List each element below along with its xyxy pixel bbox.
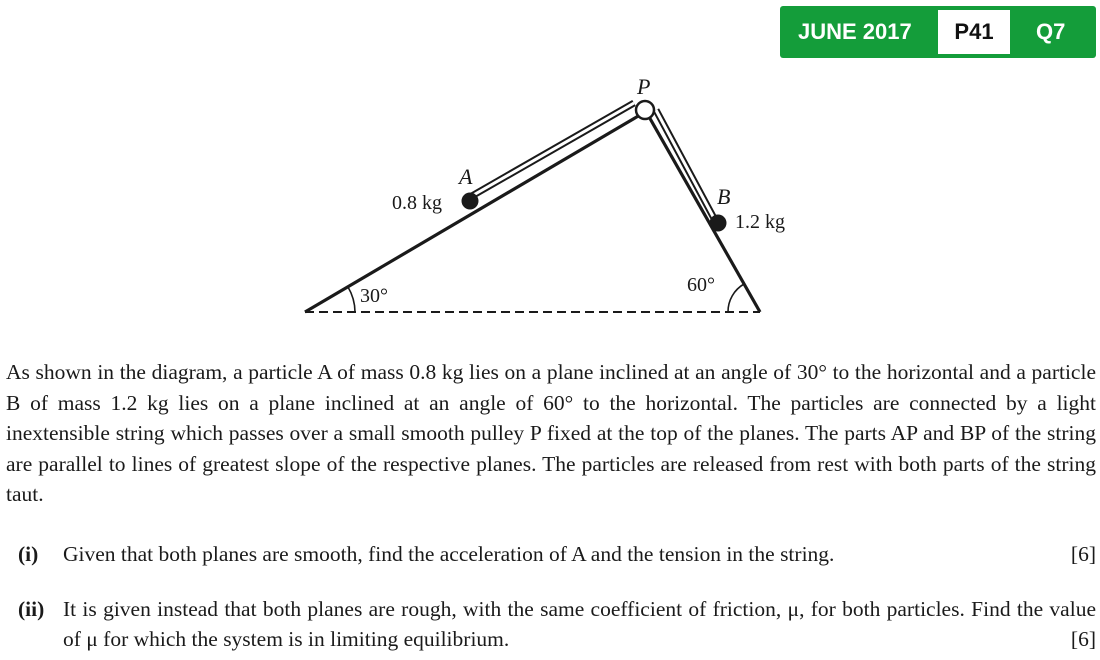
left-angle-label: 30°	[360, 285, 388, 307]
string-bp-inner	[656, 110, 716, 222]
part-number: (ii)	[18, 597, 45, 621]
particle-b-label: B	[717, 184, 731, 209]
particle-a-label: A	[459, 164, 473, 189]
string-ap-inner	[470, 103, 634, 197]
particle-a	[462, 193, 479, 210]
part-marks: [6]	[1070, 542, 1096, 566]
particle-a-mass: 0.8 kg	[392, 192, 442, 214]
left-inclined-plane	[305, 115, 640, 312]
particle-b-mass: 1.2 kg	[735, 211, 785, 233]
inclined-planes-diagram	[0, 60, 1100, 335]
part-text: Given that both planes are smooth, find the acceleration of A and the tension in the string.	[63, 542, 835, 566]
part-text: It is given instead that both planes are rough, with the same coefficient of friction, μ, for both particles. Find the value of μ for which the system is in limiting equilibrium.	[63, 597, 1096, 651]
question-part-i	[18, 539, 1096, 569]
question-stem: As shown in the diagram, a particle A of mass 0.8 kg lies on a plane inclined at an angle of 30° to the horizontal and a particle B of mass 1.2 kg lies on a plane inclined at an angle of 60° to the horizontal. The particles are connected by a light inextensible string which passes over a small smooth pulley P fixed at the top of the planes. The parts AP and BP of the string are parallel to lines of greatest slope of the respective planes. The particles are released from rest with both parts of the string taut.	[6, 360, 1096, 506]
particle-b	[710, 215, 727, 232]
part-marks: [6]	[1070, 627, 1096, 651]
right-angle-label: 60°	[687, 274, 715, 296]
pulley	[636, 101, 654, 119]
exam-reference-badge	[780, 6, 1096, 58]
question-number-label: Q7	[1036, 19, 1066, 44]
part-number: (i)	[18, 542, 39, 566]
right-angle-arc	[728, 284, 744, 312]
exam-date-label: JUNE 2017	[798, 19, 912, 44]
left-angle-arc	[348, 287, 355, 312]
question-part-ii	[18, 594, 1096, 654]
paper-number-label: P41	[938, 10, 1010, 54]
pulley-label: P	[637, 74, 651, 99]
